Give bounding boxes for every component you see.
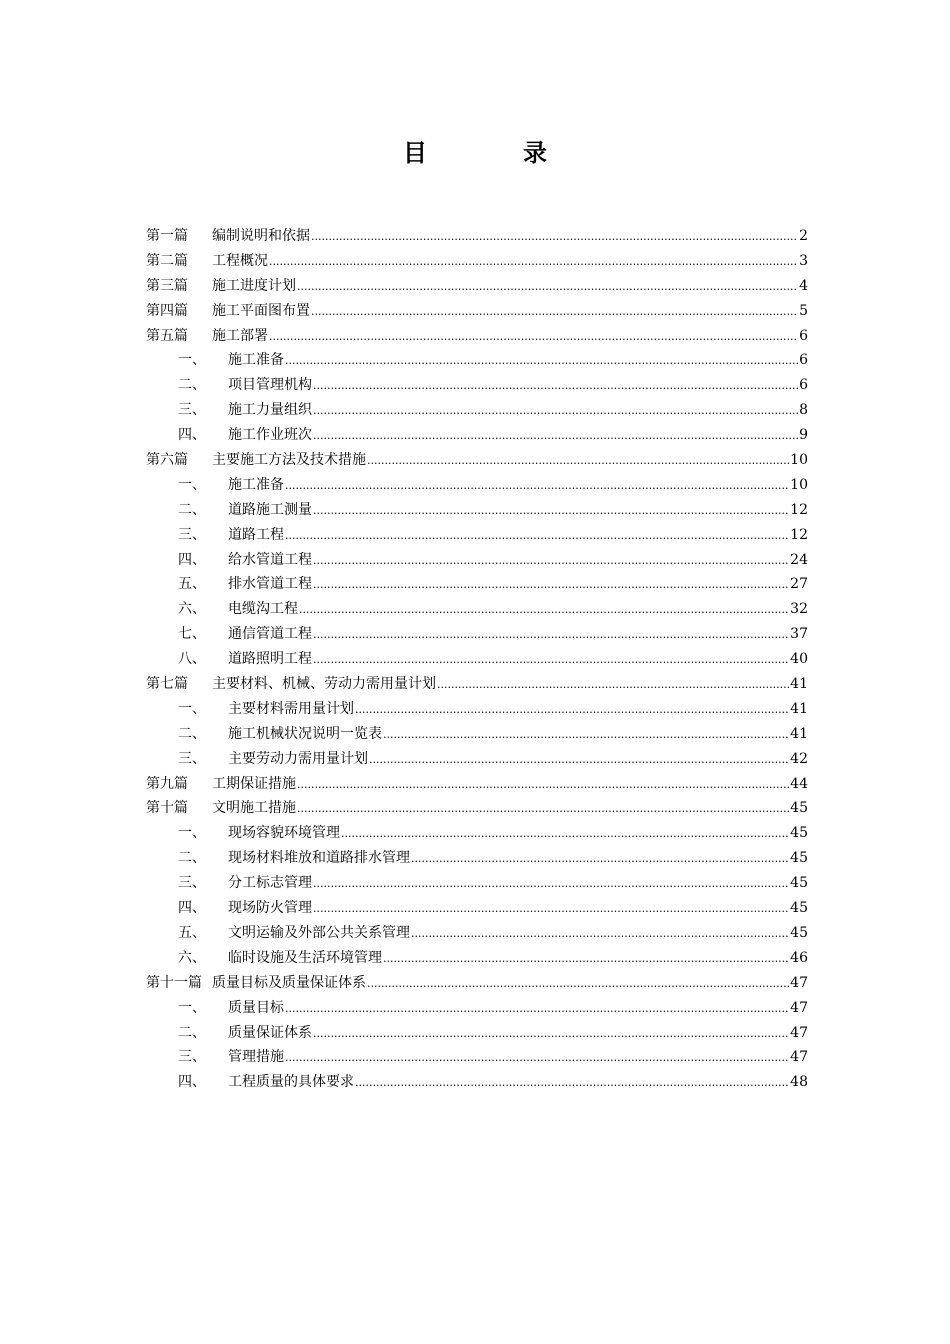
toc-entry-number: 第二篇 xyxy=(146,252,188,269)
toc-entry[interactable] xyxy=(146,473,808,498)
toc-entry-number: 四、 xyxy=(178,551,206,568)
toc-dot-leader xyxy=(383,723,789,748)
toc-entry-title: 施工进度计划 xyxy=(212,277,296,294)
toc-entry-number: 六、 xyxy=(178,601,206,618)
page-title: 目 录 xyxy=(403,139,583,167)
toc-entry-page: 5 xyxy=(799,302,808,319)
toc-entry-page: 37 xyxy=(790,626,808,643)
toc-entry[interactable] xyxy=(146,622,808,647)
toc-dot-leader xyxy=(313,549,789,574)
toc-entry-title: 施工部署 xyxy=(212,327,268,344)
toc-dot-leader xyxy=(269,325,798,350)
toc-entry-title: 管理措施 xyxy=(228,1049,284,1066)
toc-dot-leader xyxy=(341,822,789,847)
toc-dot-leader xyxy=(299,598,789,623)
toc-entry-page: 45 xyxy=(790,825,808,842)
toc-entry-page: 47 xyxy=(790,1024,808,1041)
toc-entry-title: 道路施工测量 xyxy=(228,501,312,518)
toc-entry[interactable] xyxy=(146,1021,808,1046)
toc-entry[interactable] xyxy=(146,672,808,697)
toc-dot-leader xyxy=(313,897,789,922)
toc-entry-number: 四、 xyxy=(178,900,206,917)
toc-entry-number: 二、 xyxy=(178,377,206,394)
toc-entry-page: 9 xyxy=(799,427,808,444)
toc-entry[interactable] xyxy=(146,722,808,747)
toc-entry-title: 文明施工措施 xyxy=(212,800,296,817)
toc-entry-title: 编制说明和依据 xyxy=(212,228,310,244)
toc-entry-page: 46 xyxy=(790,949,808,966)
toc-dot-leader xyxy=(367,972,789,997)
toc-entry[interactable] xyxy=(146,921,808,946)
toc-entry[interactable] xyxy=(146,996,808,1021)
toc-entry-title: 施工力量组织 xyxy=(228,402,312,419)
toc-entry[interactable] xyxy=(146,348,808,373)
toc-entry-number: 六、 xyxy=(178,949,206,966)
toc-entry[interactable] xyxy=(146,224,808,249)
toc-dot-leader xyxy=(285,524,789,549)
toc-entry-number: 第十篇 xyxy=(146,800,188,817)
toc-entry-number: 二、 xyxy=(178,850,206,867)
toc-entry-number: 三、 xyxy=(178,1049,206,1066)
toc-entry-title: 道路照明工程 xyxy=(228,651,312,668)
toc-entry-number: 二、 xyxy=(178,725,206,742)
toc-dot-leader xyxy=(297,275,798,300)
toc-entry[interactable] xyxy=(146,299,808,324)
toc-entry-title: 工程质量的具体要求 xyxy=(228,1074,354,1091)
toc-entry-page: 41 xyxy=(790,725,808,742)
toc-entry-number: 一、 xyxy=(178,476,206,493)
toc-entry-title: 通信管道工程 xyxy=(228,626,312,643)
toc-dot-leader xyxy=(313,573,789,598)
toc-entry-number: 八、 xyxy=(178,651,206,668)
toc-entry-number: 三、 xyxy=(178,402,206,419)
toc-dot-leader xyxy=(313,648,789,673)
toc-entry[interactable] xyxy=(146,772,808,797)
toc-entry-title: 项目管理机构 xyxy=(228,377,312,394)
toc-entry-title: 临时设施及生活环境管理 xyxy=(228,949,382,966)
toc-entry-page: 6 xyxy=(799,377,808,394)
toc-entry[interactable] xyxy=(146,398,808,423)
toc-entry[interactable] xyxy=(146,1045,808,1070)
toc-dot-leader xyxy=(313,499,789,524)
toc-entry-title: 工期保证措施 xyxy=(212,775,296,792)
toc-dot-leader xyxy=(285,997,789,1022)
toc-dot-leader xyxy=(313,424,798,449)
toc-entry-title: 质量目标及质量保证体系 xyxy=(212,974,366,991)
toc-entry-page: 47 xyxy=(790,1049,808,1066)
toc-entry-number: 第九篇 xyxy=(146,775,188,792)
toc-entry[interactable] xyxy=(146,373,808,398)
toc-entry[interactable] xyxy=(146,274,808,299)
toc-entry[interactable] xyxy=(146,747,808,772)
toc-entry[interactable] xyxy=(146,697,808,722)
toc-entry-title: 现场材料堆放和道路排水管理 xyxy=(228,850,410,867)
toc-entry-number: 第四篇 xyxy=(146,302,188,319)
toc-entry-number: 一、 xyxy=(178,825,206,842)
toc-entry-page: 27 xyxy=(790,576,808,593)
toc-entry[interactable] xyxy=(146,448,808,473)
toc-entry-page: 6 xyxy=(799,352,808,369)
toc-entry-title: 分工标志管理 xyxy=(228,875,312,892)
toc-entry-title: 主要材料、机械、劳动力需用量计划 xyxy=(212,676,436,693)
toc-dot-leader xyxy=(437,673,789,698)
toc-entry[interactable] xyxy=(146,498,808,523)
toc-entry[interactable] xyxy=(146,846,808,871)
toc-entry[interactable] xyxy=(146,871,808,896)
toc-entry-number: 一、 xyxy=(178,700,206,717)
toc-dot-leader xyxy=(311,225,798,250)
toc-entry-title: 质量保证体系 xyxy=(228,1024,312,1041)
toc-entry-page: 32 xyxy=(790,601,808,618)
toc-dot-leader xyxy=(297,773,789,798)
toc-entry-title: 道路工程 xyxy=(228,526,284,543)
toc-entry-title: 电缆沟工程 xyxy=(228,601,298,618)
toc-entry[interactable] xyxy=(146,796,808,821)
toc-dot-leader xyxy=(355,698,789,723)
toc-entry-title: 施工准备 xyxy=(228,352,284,369)
toc-entry-page: 45 xyxy=(790,875,808,892)
toc-entry-title: 主要劳动力需用量计划 xyxy=(228,750,368,767)
toc-entry-number: 五、 xyxy=(178,924,206,941)
toc-dot-leader xyxy=(313,1022,789,1047)
toc-entry-number: 三、 xyxy=(178,526,206,543)
toc-entry-number: 第六篇 xyxy=(146,452,188,469)
toc-dot-leader xyxy=(369,748,789,773)
toc-dot-leader xyxy=(297,797,789,822)
toc-entry-number: 四、 xyxy=(178,427,206,444)
table-of-contents xyxy=(146,224,808,1095)
toc-entry[interactable] xyxy=(146,249,808,274)
toc-entry-page: 42 xyxy=(790,750,808,767)
toc-entry-title: 施工作业班次 xyxy=(228,427,312,444)
toc-entry-title: 给水管道工程 xyxy=(228,551,312,568)
toc-entry-number: 四、 xyxy=(178,1074,206,1091)
toc-entry-page: 45 xyxy=(790,800,808,817)
toc-dot-leader xyxy=(311,300,798,325)
toc-dot-leader xyxy=(411,922,789,947)
toc-entry-page: 6 xyxy=(799,327,808,344)
toc-entry-number: 一、 xyxy=(178,352,206,369)
toc-entry-number: 二、 xyxy=(178,1024,206,1041)
toc-entry-page: 24 xyxy=(790,551,808,568)
toc-entry-number: 第五篇 xyxy=(146,327,188,344)
toc-entry[interactable] xyxy=(146,597,808,622)
toc-entry[interactable] xyxy=(146,1070,808,1095)
toc-entry-title: 现场容貌环境管理 xyxy=(228,825,340,842)
toc-dot-leader xyxy=(285,349,798,374)
toc-entry[interactable] xyxy=(146,971,808,996)
toc-entry-title: 主要施工方法及技术措施 xyxy=(212,452,366,469)
toc-entry-page: 12 xyxy=(790,526,808,543)
toc-dot-leader xyxy=(313,872,789,897)
toc-entry-page: 45 xyxy=(790,850,808,867)
toc-entry-page: 10 xyxy=(790,452,808,469)
toc-entry[interactable] xyxy=(146,647,808,672)
toc-entry[interactable] xyxy=(146,523,808,548)
toc-entry-title: 排水管道工程 xyxy=(228,576,312,593)
toc-entry-title: 主要材料需用量计划 xyxy=(228,700,354,717)
toc-entry-page: 4 xyxy=(799,277,808,294)
toc-entry[interactable] xyxy=(146,821,808,846)
toc-entry-page: 41 xyxy=(790,700,808,717)
toc-entry-page: 8 xyxy=(799,402,808,419)
toc-dot-leader xyxy=(285,474,789,499)
toc-dot-leader xyxy=(355,1071,789,1096)
toc-entry-page: 10 xyxy=(790,476,808,493)
toc-entry[interactable] xyxy=(146,572,808,597)
toc-dot-leader xyxy=(383,947,789,972)
toc-dot-leader xyxy=(313,623,789,648)
toc-dot-leader xyxy=(313,374,798,399)
toc-entry-title: 现场防火管理 xyxy=(228,900,312,917)
toc-entry-number: 第三篇 xyxy=(146,277,188,294)
toc-entry-number: 三、 xyxy=(178,875,206,892)
toc-entry-page: 47 xyxy=(790,974,808,991)
toc-dot-leader xyxy=(367,449,789,474)
toc-entry-number: 第七篇 xyxy=(146,676,188,693)
toc-entry[interactable] xyxy=(146,423,808,448)
toc-entry-page: 41 xyxy=(790,676,808,693)
toc-entry-page: 44 xyxy=(790,775,808,792)
toc-entry-page: 2 xyxy=(799,228,808,244)
toc-dot-leader xyxy=(269,250,798,275)
toc-dot-leader xyxy=(313,399,798,424)
toc-entry[interactable] xyxy=(146,324,808,349)
toc-dot-leader xyxy=(411,847,789,872)
toc-entry-number: 第一篇 xyxy=(146,228,188,244)
toc-entry-page: 3 xyxy=(799,252,808,269)
toc-entry-title: 文明运输及外部公共关系管理 xyxy=(228,924,410,941)
toc-entry-page: 12 xyxy=(790,501,808,518)
toc-entry-number: 五、 xyxy=(178,576,206,593)
toc-entry-page: 47 xyxy=(790,999,808,1016)
toc-entry-page: 45 xyxy=(790,924,808,941)
toc-entry-page: 45 xyxy=(790,900,808,917)
toc-entry-page: 40 xyxy=(790,651,808,668)
toc-entry-number: 三、 xyxy=(178,750,206,767)
toc-dot-leader xyxy=(285,1046,789,1071)
toc-entry-number: 二、 xyxy=(178,501,206,518)
toc-entry-title: 施工平面图布置 xyxy=(212,302,310,319)
toc-entry-title: 工程概况 xyxy=(212,252,268,269)
toc-entry-number: 第十一篇 xyxy=(146,974,202,991)
toc-entry[interactable] xyxy=(146,896,808,921)
toc-entry-page: 48 xyxy=(790,1074,808,1091)
toc-entry-title: 质量目标 xyxy=(228,999,284,1016)
toc-entry-title: 施工机械状况说明一览表 xyxy=(228,725,382,742)
toc-entry-number: 一、 xyxy=(178,999,206,1016)
toc-entry[interactable] xyxy=(146,946,808,971)
toc-entry-title: 施工准备 xyxy=(228,476,284,493)
toc-entry[interactable] xyxy=(146,548,808,573)
toc-entry-number: 七、 xyxy=(178,626,206,643)
